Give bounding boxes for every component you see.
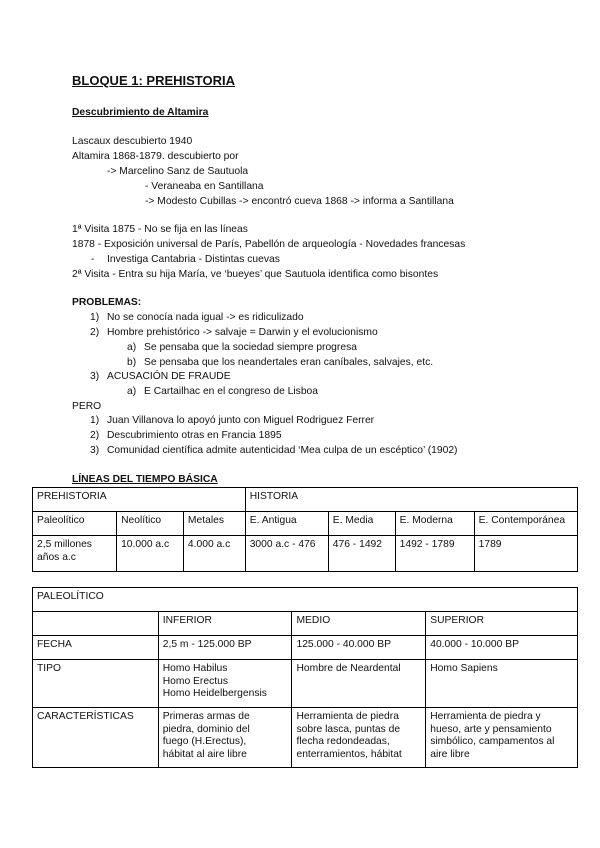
tipo-line: Homo Erectus bbox=[162, 675, 228, 687]
caracteristicas-line: Herramienta de piedra y bbox=[430, 711, 541, 722]
visit-bullet: - bbox=[91, 254, 95, 265]
period-date: 1789 bbox=[474, 536, 577, 572]
page-title: BLOQUE 1: PREHISTORIA bbox=[72, 73, 236, 88]
column-header: MEDIO bbox=[292, 612, 426, 636]
list-number: 2) bbox=[90, 327, 100, 338]
period-header: E. Antigua bbox=[245, 512, 328, 536]
list-item: Juan Villanova lo apoyó junto con Miguel Rodriguez Ferrer bbox=[107, 415, 375, 426]
section-heading-altamira: Descubrimiento de Altamira bbox=[72, 107, 209, 118]
list-item: Comunidad científica admite autenticidad ‘Mea culpa de un escéptico’ (1902) bbox=[107, 445, 458, 456]
row-label: FECHA bbox=[33, 636, 159, 660]
column-header: SUPERIOR bbox=[426, 612, 578, 636]
column-header: INFERIOR bbox=[158, 612, 292, 636]
prehistoria-header: PREHISTORIA bbox=[33, 488, 246, 512]
list-number: 3) bbox=[90, 371, 100, 382]
list-item: Hombre prehistórico -> salvaje = Darwin y el evolucionismo bbox=[107, 327, 378, 338]
caracteristicas-line: enterramientos, hábitat bbox=[296, 748, 402, 760]
historia-header: HISTORIA bbox=[245, 488, 577, 512]
list-number: 3) bbox=[90, 445, 100, 456]
caracteristicas-cell bbox=[292, 708, 426, 768]
fecha-cell: 2,5 m - 125.000 BP bbox=[158, 636, 292, 660]
tipo-cell bbox=[158, 660, 292, 708]
caracteristicas-line: aire libre bbox=[430, 748, 470, 760]
period-date: 476 - 1492 bbox=[328, 536, 395, 572]
list-letter: a) bbox=[127, 386, 137, 397]
caracteristicas-line: piedra, dominio del bbox=[162, 723, 250, 735]
row-label: CARACTERÍSTICAS bbox=[33, 708, 159, 768]
period-header: Neolítico bbox=[117, 512, 184, 536]
paleolitico-table bbox=[32, 587, 578, 768]
period-date-line: 2,5 millones bbox=[37, 539, 92, 550]
caracteristicas-line: Herramienta de piedra bbox=[296, 711, 399, 722]
list-letter: a) bbox=[127, 342, 137, 353]
period-header: Paleolítico bbox=[33, 512, 117, 536]
fecha-cell: 125.000 - 40.000 BP bbox=[292, 636, 426, 660]
list-item: Se pensaba que la sociedad siempre progresa bbox=[144, 342, 357, 353]
row-label: TIPO bbox=[33, 660, 159, 708]
period-date: 10.000 a.c bbox=[117, 536, 184, 572]
intro-line: Altamira 1868-1879. descubierto por bbox=[72, 151, 239, 162]
caracteristicas-line: hueso, arte y pensamiento bbox=[430, 723, 552, 735]
fecha-cell: 40.000 - 10.000 BP bbox=[426, 636, 578, 660]
paleolitico-title: PALEOLÍTICO bbox=[33, 588, 578, 612]
period-header: E. Contemporánea bbox=[474, 512, 577, 536]
tipo-line: Homo Heidelbergensis bbox=[162, 688, 267, 699]
caracteristicas-line: Primeras armas de bbox=[162, 711, 250, 722]
period-date: 4.000 a.c bbox=[183, 536, 245, 572]
visit-line: 1ª Visita 1875 - No se fija en las líneas bbox=[72, 224, 248, 235]
caracteristicas-line: sobre lasca, puntas de bbox=[296, 723, 401, 735]
period-header: Metales bbox=[183, 512, 245, 536]
caracteristicas-line: fuego (H.Erectus), bbox=[162, 736, 247, 747]
list-item: Se pensaba que los neandertales eran caníbales, salvajes, etc. bbox=[144, 357, 434, 368]
caracteristicas-cell bbox=[158, 708, 292, 768]
period-date: 1492 - 1789 bbox=[395, 536, 474, 572]
pero-heading: PERO bbox=[72, 401, 102, 412]
caracteristicas-line: simbólico, campamentos al bbox=[430, 736, 555, 747]
period-header: E. Moderna bbox=[395, 512, 474, 536]
visit-line: 1878 - Exposición universal de París, Pabellón de arqueología - Novedades francesas bbox=[72, 239, 466, 250]
intro-line: - Veraneaba en Santillana bbox=[145, 181, 264, 192]
list-number: 1) bbox=[90, 415, 100, 426]
list-item: Descubrimiento otras en Francia 1895 bbox=[107, 430, 282, 441]
caracteristicas-cell bbox=[426, 708, 578, 768]
caracteristicas-line: hábitat al aire libre bbox=[162, 748, 247, 760]
intro-line: Lascaux descubierto 1940 bbox=[72, 136, 193, 147]
tipo-line: Homo Habilus bbox=[162, 663, 228, 674]
tipo-cell: Homo Sapiens bbox=[426, 660, 578, 708]
list-letter: b) bbox=[127, 357, 137, 368]
period-header: E. Media bbox=[328, 512, 395, 536]
timeline-heading: LÍNEAS DEL TIEMPO BÁSICA bbox=[72, 474, 218, 485]
timeline-table bbox=[32, 487, 578, 572]
intro-line: -> Modesto Cubillas -> encontró cueva 1868 -> informa a Santillana bbox=[145, 196, 454, 207]
period-date: 3000 a.c - 476 bbox=[245, 536, 328, 572]
list-item: No se conocía nada igual -> es ridiculizado bbox=[107, 312, 304, 323]
visit-line: 2ª Visita - Entra su hija María, ve ‘bueyes’ que Sautuola identifica como bisontes bbox=[72, 269, 439, 280]
list-item: E Cartailhac en el congreso de Lisboa bbox=[144, 386, 319, 397]
list-number: 2) bbox=[90, 430, 100, 441]
tipo-cell: Hombre de Neardental bbox=[292, 660, 426, 708]
list-number: 1) bbox=[90, 312, 100, 323]
period-date bbox=[33, 536, 117, 572]
intro-line: -> Marcelino Sanz de Sautuola bbox=[107, 166, 249, 177]
period-date-line: años a.c bbox=[37, 551, 76, 563]
problemas-heading: PROBLEMAS: bbox=[72, 297, 142, 308]
caracteristicas-line: flecha redondeadas, bbox=[296, 736, 390, 747]
visit-line: Investiga Cantabria - Distintas cuevas bbox=[107, 254, 280, 265]
empty-cell bbox=[33, 612, 159, 636]
list-item: ACUSACIÓN DE FRAUDE bbox=[107, 371, 231, 382]
